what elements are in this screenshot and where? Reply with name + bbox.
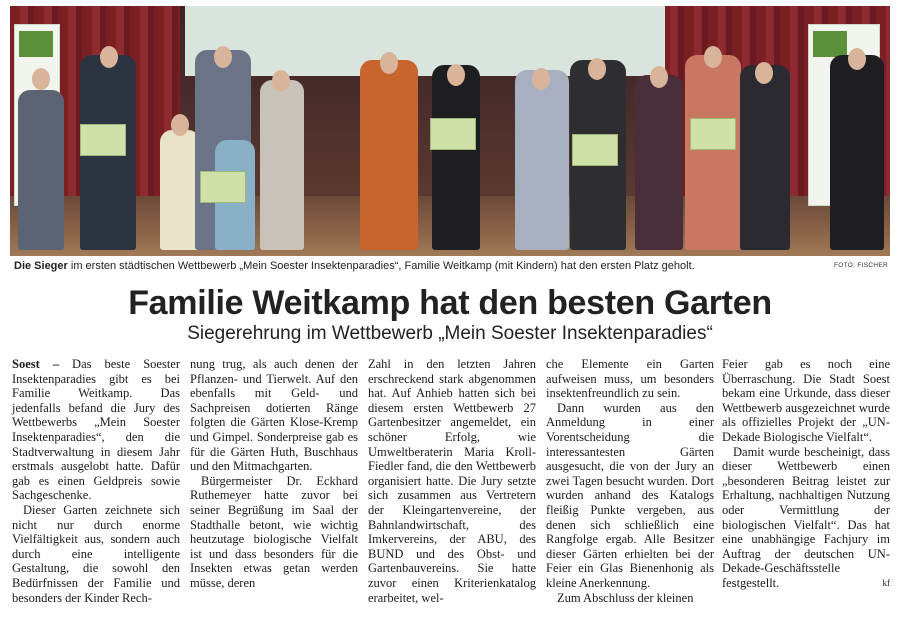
- paragraph: Bürgermeister Dr. Eckhard Ruthemeyer hatte zuvor bei seiner Begrüßung im Saal der Stadthalle betont, wie wichtig heutzutage biologische Vielfalt ist und dass besonders für die Insekten etwas getan werden müsse, deren: [190, 473, 358, 590]
- paragraph: Feier gab es noch eine Überraschung. Die Stadt Soest bekam eine Urkunde, dass dieser Wettbewerb ausgezeichnet wurde als offizielles Projekt der „UN-Dekade Biologische Vielfalt“.: [722, 357, 890, 444]
- paragraph: [722, 445, 890, 591]
- paragraph: [12, 357, 180, 503]
- article-column-5: [722, 357, 890, 591]
- person: [685, 55, 741, 250]
- person: [18, 90, 64, 250]
- person: [830, 55, 884, 250]
- paragraph: Zahl in den letzten Jahren erschreckend stark abgenommen hat. Auf Anhieb hatten sich bei diesem ersten Wettbewerb 27 Gartenbesitzer angemeldet, ein schöner Erfolg, wie Umweltberaterin Maria Kroll-Fiedler fand, die den Wettbewerb organisiert hatte. Die Jury setzte sich zusammen aus Vertretern der Kleingartenvereine, der Bahnlandwirtschaft, des Imkervereins, der ABU, des BUND und des Obst- und Gartenbauvereins. Sie hatte zuvor einen Kriterienkatalog erarbeitet, wel-: [368, 357, 536, 605]
- person-head: [380, 52, 398, 74]
- certificate: [690, 118, 736, 150]
- paragraph: Zum Abschluss der kleinen: [557, 590, 694, 605]
- subheadline: Siegerehrung im Wettbewerb „Mein Soester Insektenparadies“: [187, 323, 713, 344]
- certificate: [80, 124, 126, 156]
- article-column-3: [368, 357, 536, 605]
- person-head: [447, 64, 465, 86]
- photo-caption: [14, 260, 890, 272]
- person-head: [100, 46, 118, 68]
- caption-lead: Die Sieger: [14, 260, 68, 272]
- person-head: [650, 66, 668, 88]
- person-head: [532, 68, 550, 90]
- person: [740, 65, 790, 250]
- person-head: [755, 62, 773, 84]
- certificate: [200, 171, 246, 203]
- paragraph: Dann wurden aus den Anmeldung in einer Vorentscheidung die interessantesten Gärten ausgesucht, die von der Jury an zwei Tagen besucht wurden. Dort wurden anhand des Katalogs fleißig Punkte vergeben, aus denen sich schließlich eine Rangfolge ergab. Alle Besitzer dieser Gärten erhielten bei der Feier ein Glas Bienenhonig als kleine Anerkennung.: [546, 400, 714, 590]
- person: [635, 75, 683, 250]
- person-head: [32, 68, 50, 90]
- city-logo-icon: [19, 31, 53, 57]
- headline: Familie Weitkamp hat den besten Garten: [128, 284, 772, 322]
- person-head: [272, 70, 290, 92]
- photo-credit: FOTO: FISCHER: [834, 262, 888, 269]
- person: [432, 65, 480, 250]
- person-head: [214, 46, 232, 68]
- paragraph: nung trug, als auch denen der Pflanzen- und Tierwelt. Auf den ebenfalls mit Geld- und Sachpreisen dotierten Ränge folgten die Gärten Klose-Kremp und Gimpel. Sonderpreise gab es für die Gärten Huth, Buschhaus und den Mitmachgarten.: [190, 357, 358, 474]
- paragraph-text: Damit wurde bescheinigt, dass dieser Wettbewerb einen „besonderen Beitrag leistet zur Erhaltung, nachhaltigen Nutzung oder Vermittlung der biologischen Vielfalt“. Das hat eine unabhängige Fachjury im Auftrag der deutschen UN-Dekade-Geschäftsstelle festgestellt.: [722, 444, 890, 590]
- article-column-2: [190, 357, 358, 591]
- person: [260, 80, 304, 250]
- person-head: [704, 46, 722, 68]
- person: [360, 60, 418, 250]
- paragraph-text: Das beste Soester Insektenparadies gibt es bei Familie Weitkamp. Das jedenfalls befand die Jury des Wettbewerbs „Mein Soester Insektenparadies“, den die Stadtverwaltung in diesem Jahr erstmals ausgelobt hatte. Dafür gab es einen Geldpreis sowie Sachgeschenke.: [12, 357, 181, 503]
- person-head: [588, 58, 606, 80]
- dateline: Soest –: [12, 357, 60, 371]
- paragraph: che Elemente ein Garten aufweisen muss, um besonders insektenfreundlich zu sein.: [546, 357, 714, 401]
- winners-photo: [10, 6, 890, 256]
- person-head: [171, 114, 189, 136]
- article-column-1: [12, 357, 180, 605]
- certificate: [572, 134, 618, 166]
- person-head: [848, 48, 866, 70]
- city-logo-icon: [813, 31, 847, 57]
- certificate: [430, 118, 476, 150]
- paragraph: Dieser Garten zeichnete sich nicht nur durch enorme Vielfältigkeit aus, sondern auch durch eine intelligente Gestaltung, die sowohl den Bedürfnissen der Familie und besonders der Kinder Rech-: [12, 502, 180, 605]
- article-column-4: [546, 357, 714, 605]
- author-sign: kf: [882, 577, 890, 588]
- person: [160, 130, 200, 250]
- person: [515, 70, 569, 250]
- caption-text: im ersten städtischen Wettbewerb „Mein Soester Insektenparadies“, Familie Weitkamp (mit Kindern) hat den ersten Platz geholt.: [67, 260, 695, 272]
